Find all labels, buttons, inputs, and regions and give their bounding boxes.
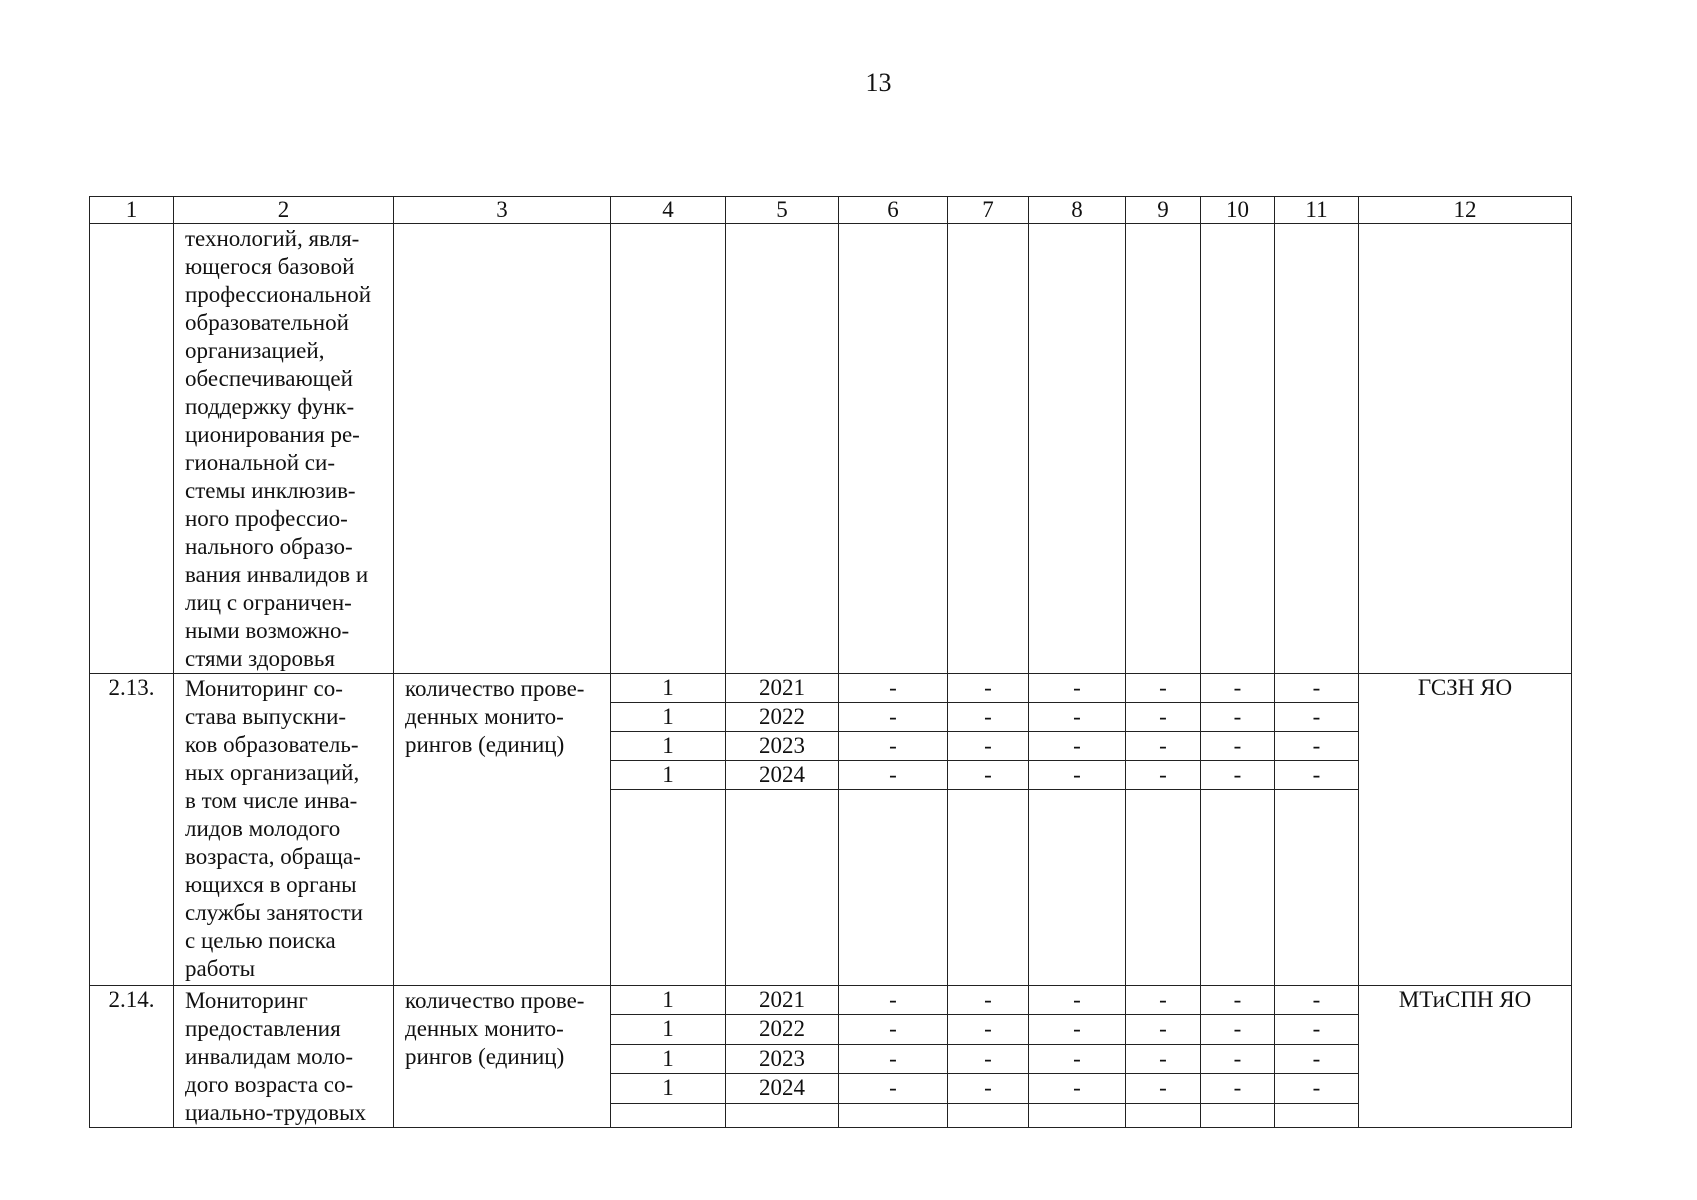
- cell-c6: -: [839, 761, 948, 790]
- table-cell: [1359, 224, 1572, 674]
- row-description: Мониторинг предоставления инвалидам моло- дого возраста со- циально-трудовых: [174, 986, 394, 1128]
- table-cell: [611, 224, 726, 674]
- table-cell: [1275, 1103, 1359, 1127]
- cell-c9: -: [1126, 703, 1201, 732]
- cell-c6: -: [839, 1015, 948, 1044]
- table-cell: [90, 224, 174, 674]
- table-cell: [1126, 790, 1201, 986]
- table-cell: [839, 790, 948, 986]
- row-indicator: количество прове- денных монито- рингов (единиц): [394, 674, 611, 986]
- cell-c8: -: [1029, 732, 1126, 761]
- cell-c11: -: [1275, 986, 1359, 1015]
- cell-c11: -: [1275, 732, 1359, 761]
- cell-year: 2021: [726, 674, 839, 703]
- cell-c7: -: [948, 986, 1029, 1015]
- cell-c4: 1: [611, 732, 726, 761]
- table-cell: [1126, 1103, 1201, 1127]
- table-cell: [948, 790, 1029, 986]
- row-executor: МТиСПН ЯО: [1359, 986, 1572, 1128]
- cell-c10: -: [1201, 1044, 1275, 1073]
- cell-c4: 1: [611, 1015, 726, 1044]
- table-cell: [726, 224, 839, 674]
- cell-c7: -: [948, 732, 1029, 761]
- cell-year: 2021: [726, 986, 839, 1015]
- cell-year: 2023: [726, 1044, 839, 1073]
- cell-c8: -: [1029, 986, 1126, 1015]
- column-header: 2: [174, 197, 394, 224]
- table-row: [90, 674, 1572, 703]
- cell-c7: -: [948, 674, 1029, 703]
- cell-c8: -: [1029, 1044, 1126, 1073]
- table-cell: [839, 224, 948, 674]
- table-cell: [1201, 1103, 1275, 1127]
- table-cell: [1275, 224, 1359, 674]
- table-cell: [726, 1103, 839, 1127]
- cell-c8: -: [1029, 761, 1126, 790]
- cell-c4: 1: [611, 761, 726, 790]
- table-cell: [726, 790, 839, 986]
- cell-c6: -: [839, 703, 948, 732]
- row-description: Мониторинг со- става выпускни- ков образователь- ных организаций, в том числе инва- лидов молодого возраста, обраща- ющихся в органы службы занятости с целью поиска работы: [174, 674, 394, 986]
- cell-c7: -: [948, 1074, 1029, 1103]
- column-header: 3: [394, 197, 611, 224]
- cell-c8: -: [1029, 1074, 1126, 1103]
- table-cell: [948, 1103, 1029, 1127]
- cell-c10: -: [1201, 1015, 1275, 1044]
- cell-c6: -: [839, 674, 948, 703]
- cell-c4: 1: [611, 703, 726, 732]
- cell-c4: 1: [611, 674, 726, 703]
- cell-c9: -: [1126, 761, 1201, 790]
- cell-c10: -: [1201, 761, 1275, 790]
- row-number: 2.13.: [90, 674, 174, 986]
- column-header-row: [90, 197, 1572, 224]
- cell-c9: -: [1126, 1015, 1201, 1044]
- column-header: 6: [839, 197, 948, 224]
- table-cell: [1029, 1103, 1126, 1127]
- cell-c6: -: [839, 986, 948, 1015]
- cell-year: 2022: [726, 1015, 839, 1044]
- table-cell: [611, 790, 726, 986]
- column-header: 11: [1275, 197, 1359, 224]
- table-cell: [1201, 790, 1275, 986]
- row-number: 2.14.: [90, 986, 174, 1128]
- cell-c6: -: [839, 732, 948, 761]
- cell-c10: -: [1201, 986, 1275, 1015]
- table-cell: [1126, 224, 1201, 674]
- table-cell: [1029, 224, 1126, 674]
- cell-c9: -: [1126, 1044, 1201, 1073]
- table-cell: [394, 224, 611, 674]
- table-cell: [1029, 790, 1126, 986]
- continued-description: технологий, явля- ющегося базовой профессиональной образовательной организацией, обеспечивающей поддержку функ- ционирования ре- гиональной си- стемы инклюзив- ного профессио- нального образо- вания инвалидов и лиц с ограничен- ными возможно- стями здоровья: [174, 224, 394, 674]
- cell-c9: -: [1126, 732, 1201, 761]
- column-header: 10: [1201, 197, 1275, 224]
- program-table: [89, 196, 1572, 1128]
- cell-c9: -: [1126, 674, 1201, 703]
- cell-c11: -: [1275, 761, 1359, 790]
- cell-c8: -: [1029, 674, 1126, 703]
- cell-c11: -: [1275, 1044, 1359, 1073]
- cell-c4: 1: [611, 986, 726, 1015]
- table-cell: [1201, 224, 1275, 674]
- cell-c8: -: [1029, 1015, 1126, 1044]
- continued-row: [90, 224, 1572, 674]
- table-cell: [839, 1103, 948, 1127]
- cell-c7: -: [948, 761, 1029, 790]
- cell-c8: -: [1029, 703, 1126, 732]
- table-cell: [948, 224, 1029, 674]
- cell-year: 2023: [726, 732, 839, 761]
- cell-c6: -: [839, 1074, 948, 1103]
- cell-year: 2024: [726, 761, 839, 790]
- cell-c4: 1: [611, 1044, 726, 1073]
- cell-c11: -: [1275, 703, 1359, 732]
- cell-c11: -: [1275, 674, 1359, 703]
- cell-c4: 1: [611, 1074, 726, 1103]
- cell-c10: -: [1201, 703, 1275, 732]
- table-row: [90, 986, 1572, 1015]
- cell-c6: -: [839, 1044, 948, 1073]
- cell-c11: -: [1275, 1015, 1359, 1044]
- cell-c10: -: [1201, 1074, 1275, 1103]
- column-header: 5: [726, 197, 839, 224]
- page-number: 13: [865, 68, 892, 97]
- column-header: 12: [1359, 197, 1572, 224]
- column-header: 1: [90, 197, 174, 224]
- cell-year: 2022: [726, 703, 839, 732]
- cell-c10: -: [1201, 732, 1275, 761]
- column-header: 4: [611, 197, 726, 224]
- cell-c11: -: [1275, 1074, 1359, 1103]
- column-header: 8: [1029, 197, 1126, 224]
- cell-year: 2024: [726, 1074, 839, 1103]
- cell-c7: -: [948, 1044, 1029, 1073]
- table-cell: [1275, 790, 1359, 986]
- row-indicator: количество прове- денных монито- рингов (единиц): [394, 986, 611, 1128]
- column-header: 9: [1126, 197, 1201, 224]
- cell-c10: -: [1201, 674, 1275, 703]
- cell-c7: -: [948, 703, 1029, 732]
- table-cell: [611, 1103, 726, 1127]
- cell-c7: -: [948, 1015, 1029, 1044]
- cell-c9: -: [1126, 986, 1201, 1015]
- cell-c9: -: [1126, 1074, 1201, 1103]
- row-executor: ГСЗН ЯО: [1359, 674, 1572, 986]
- column-header: 7: [948, 197, 1029, 224]
